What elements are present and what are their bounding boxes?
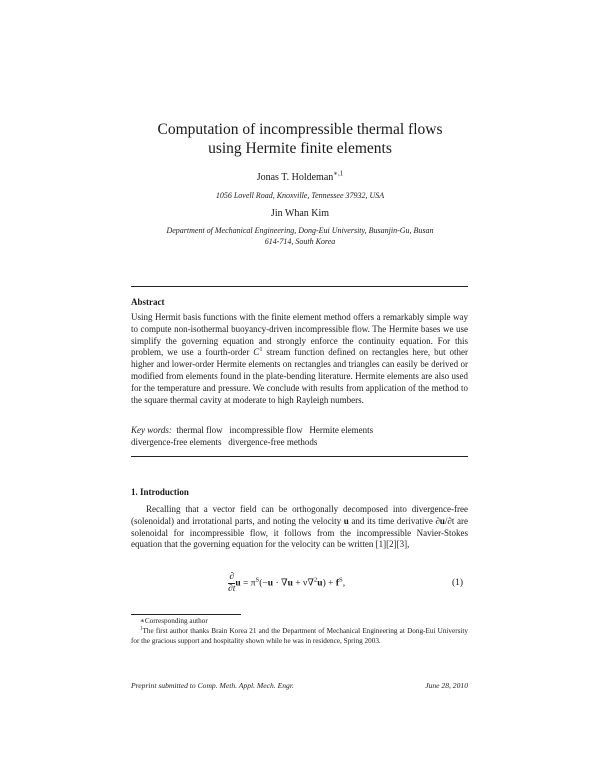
footnote-1 — [131, 627, 468, 646]
equation-u: u — [235, 578, 241, 589]
keywords-line-2: divergence-free elements divergence-free methods — [131, 436, 318, 447]
equation-end: , — [342, 578, 346, 589]
intro-paragraph — [131, 504, 468, 551]
equation-u-4: u — [317, 578, 323, 589]
affiliation-2 — [0, 225, 600, 247]
footnote-1-mark: 1 — [140, 626, 143, 632]
title-line-1: Computation of incompressible thermal flows — [157, 121, 443, 138]
equation-square: 2 — [313, 576, 318, 584]
footnote-rule — [131, 614, 241, 615]
footnote-1-text: The first author thanks Brain Korea 21 and the Department of Mechanical Engineering at Dong-Eui University for the gracious support and hospitality shown while he was in residence, Spring 2003. — [131, 627, 468, 645]
abstract-top-rule — [131, 286, 468, 287]
abstract-bottom-rule — [131, 456, 468, 457]
equation-fraction-numerator: ∂ — [229, 572, 235, 582]
equation-u-2: u — [267, 578, 274, 589]
section-heading: 1. Introduction — [131, 487, 189, 497]
equation-u-3: u — [287, 578, 293, 589]
equation-part-1: = π — [240, 578, 256, 589]
keywords-label: Key words: — [131, 425, 172, 435]
keywords — [131, 425, 468, 449]
affiliation-2-line-2: 614-714, South Korea — [264, 237, 336, 246]
intro-part-1: Recalling that a vector field can be orthogonally decomposed into divergence-free (solenoidal) and irrotational parts, and noting the velocity — [131, 504, 468, 526]
abstract-c-superscript: 1 — [259, 346, 263, 354]
footnote-corresponding: ∗Corresponding author — [140, 617, 208, 625]
equation-fraction-denominator: ∂t — [228, 584, 236, 594]
footer-journal: Preprint submitted to Comp. Meth. Appl. Mech. Engr. — [131, 681, 294, 690]
equation-s-1: S — [255, 576, 260, 584]
intro-u: u — [343, 515, 349, 526]
keywords-line-1: thermal flow incompressible flow Hermite elements — [176, 425, 374, 435]
abstract-part-1: Using Hermit basis functions with the finite element method offers a remarkably simple way to compute non-isothermal buoyancy-driven incompressible flow. The Hermite bases we use simplify the governing equation and strongly enforce the continuity equation. For this problem, we use a fourth-order — [131, 312, 468, 358]
abstract-heading: Abstract — [131, 297, 165, 307]
affiliation-2-line-1: Department of Mechanical Engineering, Dong-Eui University, Busanjin-Gu, Busan — [166, 226, 434, 235]
equation-part-3: · ∇ — [273, 578, 288, 589]
intro-part-2: and its time derivative ∂ — [348, 515, 440, 526]
paper-title — [0, 120, 600, 158]
author-2: Jin Whan Kim — [270, 208, 330, 219]
equation-f: f — [335, 578, 340, 589]
abstract-part-2: stream function defined on rectangles here, but other higher and lower-order Hermite elements on rectangles and triangles can easily be derived or modified from elements found in the plate-bending literature. Hermite elements are also used for the temperature and pressure. We conclude with results from application of the method to the square thermal cavity at moderate to high Rayleigh numbers. — [131, 347, 468, 405]
author-1 — [0, 169, 600, 183]
title-line-2: using Hermite finite elements — [208, 140, 392, 157]
equation-number: (1) — [452, 578, 464, 588]
author-1-mark: ∗,1 — [333, 169, 344, 178]
equation-part-2: (− — [259, 578, 268, 589]
author-1-name: Jonas T. Holdeman — [256, 172, 334, 183]
intro-part-3: /∂t are solenoidal for incompressible flow, it follows from the incompressible Navier-Stokes equation that the governing equation for the velocity can be written [1][2][3], — [131, 515, 468, 550]
equation-1 — [228, 572, 345, 595]
intro-u-2: u — [439, 515, 445, 526]
equation-part-4: + ν∇ — [292, 578, 314, 589]
abstract-c-symbol: C — [253, 347, 260, 358]
equation-part-5: ) + — [322, 578, 336, 589]
abstract-text — [131, 312, 468, 406]
footer-date: June 28, 2010 — [425, 681, 468, 690]
affiliation-1: 1056 Lovell Road, Knoxville, Tennessee 37932, USA — [215, 191, 385, 200]
equation-s-2: S — [339, 576, 343, 584]
